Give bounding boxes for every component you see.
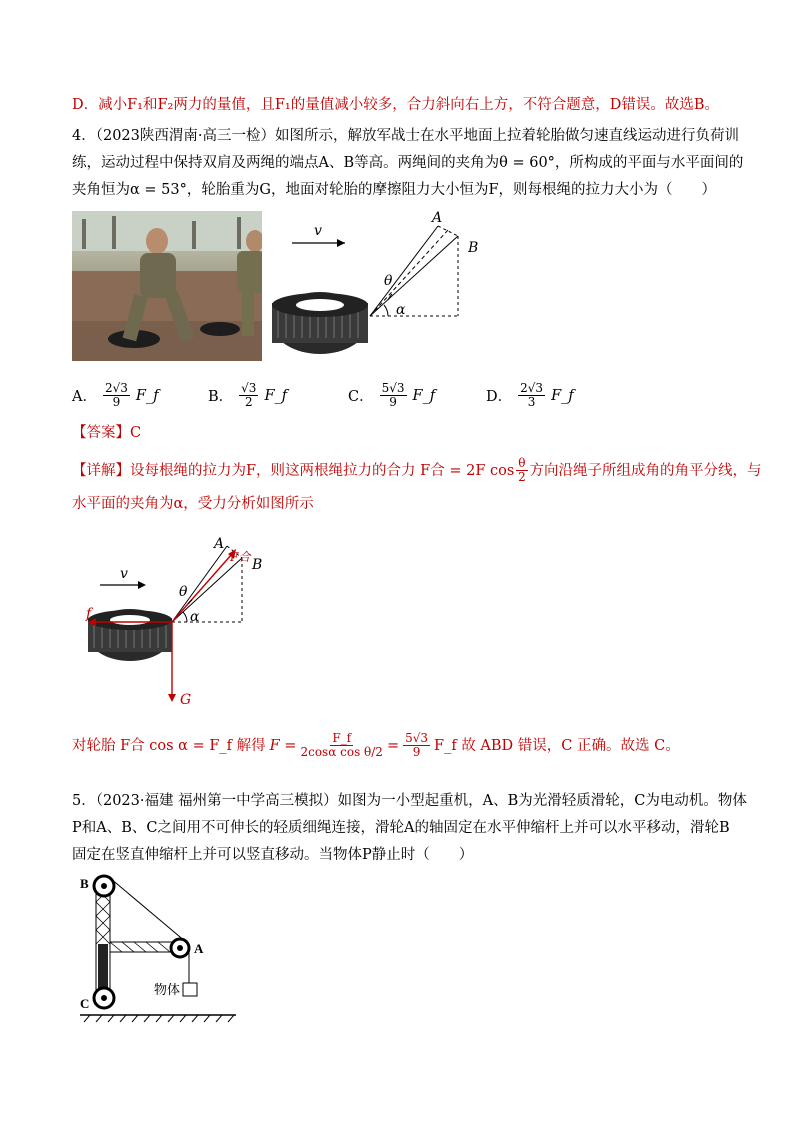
q3-conclusion: D．减小F₁和F₂两力的量值，且F₁的量值减小较多，合力斜向右上方，不符合题意，D错误。故选B。 [72,97,720,113]
q4-stem-line2: 练，运动过程中保持双肩及两绳的端点A、B等高。两绳间的夹角为θ = 60°，所构成的平面与水平面间的 [72,155,744,171]
option-b[interactable]: B． $\frac{√3}{2}$ F_f [208,381,288,409]
answer: 【答案】C [72,425,142,441]
label-B: B [468,240,479,256]
option-d-var: F_f [551,387,574,404]
q4-force-diagram [82,530,302,715]
label-theta: θ [384,273,393,289]
q4-stem-line1: 4．（2023陕西渭南·高三一检）如图所示，解放军战士在水平地面上拉着轮胎做匀速直线运动进行负荷训 [72,128,739,144]
label-alpha: α [396,302,406,318]
fig2-label-G: G [180,692,192,708]
crane-label-object: 物体 [154,983,181,998]
option-a-var: F_f [135,387,159,404]
q5-stem-line2: P和A、B、C之间用不可伸长的轻质细绳连接，滑轮A的轴固定在水平伸缩杆上并可以水平移动，滑轮B [72,820,730,836]
detail-frac-den: 2 [518,470,526,484]
eq-res-den: 9 [412,745,421,759]
option-d-num: 2√3 [520,381,544,395]
eq-F: F = [269,737,297,754]
fig2-label-f: f [86,606,92,622]
detail-frac-num: θ [518,456,526,470]
detail-line2: 水平面的夹角为α，受力分析如图所示 [72,496,314,512]
soldier-photo-illustration [72,211,262,361]
tire-icon [272,292,368,354]
option-b-var: F_f [264,387,288,404]
option-d[interactable]: D． $\frac{2√3}{3}$ F_f [486,381,574,409]
q4-stem-line3: 夹角恒为α = 53°，轮胎重为G，地面对轮胎的摩擦阻力大小恒为F，则每根绳的拉力大小为（ ） [72,182,717,198]
eq-frac-den: 2cosα cos θ/2 [300,745,383,759]
crane-label-B: B [80,876,89,891]
equation-line [72,732,680,759]
eq-res-num: 5√3 [405,731,429,745]
option-a[interactable]: A． $\frac{2√3}{9}$ F_f [72,381,159,409]
option-a-den: 9 [112,395,121,409]
detail-label: 【详解】 [72,462,130,479]
q5-stem-line3: 固定在竖直伸缩杆上并可以竖直移动。当物体P静止时（ ） [72,847,474,863]
eq-text-a: 对轮胎 F合 cos α = F_f 解得 [72,737,266,754]
eq-equals: = [386,737,400,754]
detail-text-b: 方向沿绳子所组成角的角平分线，与 [529,462,762,479]
object-P [183,983,197,996]
eq-tail: F_f 故 ABD 错误，C 正确。故选 C。 [434,737,680,754]
option-c-var: F_f [412,387,436,404]
fig2-label-alpha: α [190,609,200,625]
fig2-label-theta: θ [179,584,188,600]
eq-frac-num: F_f [332,731,352,745]
fig2-label-A: A [214,536,225,552]
option-c[interactable]: C． $\frac{5√3}{9}$ F_f [348,381,436,409]
rope-BA [110,878,186,942]
tire-icon-2 [88,609,172,661]
option-c-num: 5√3 [381,381,405,395]
option-c-den: 9 [389,395,397,409]
q5-crane-diagram [76,870,246,1030]
option-b-den: 2 [244,395,253,409]
label-v: v [314,223,322,239]
option-d-den: 3 [527,395,536,409]
option-a-num: 2√3 [104,381,128,395]
crane-label-A: A [194,941,204,956]
fig2-label-B: B [252,557,263,573]
soldier-photo [72,211,262,361]
option-b-num: √3 [241,381,257,395]
fig2-label-v: v [120,566,128,582]
detail-line1 [72,457,762,484]
q4-figure-tire-diagram [270,208,500,368]
label-A: A [432,210,443,226]
crane-label-C: C [80,996,90,1011]
detail-text-a: 设每根绳的拉力为F，则这两根绳拉力的合力 F合 = 2F cos [130,462,515,479]
q5-stem-line1: 5．（2023·福建 福州第一中学高三模拟）如图为一小型起重机，A、B为光滑轻质滑轮，C为电动机。物体 [72,793,747,809]
fig2-label-F: F合 [230,550,251,564]
